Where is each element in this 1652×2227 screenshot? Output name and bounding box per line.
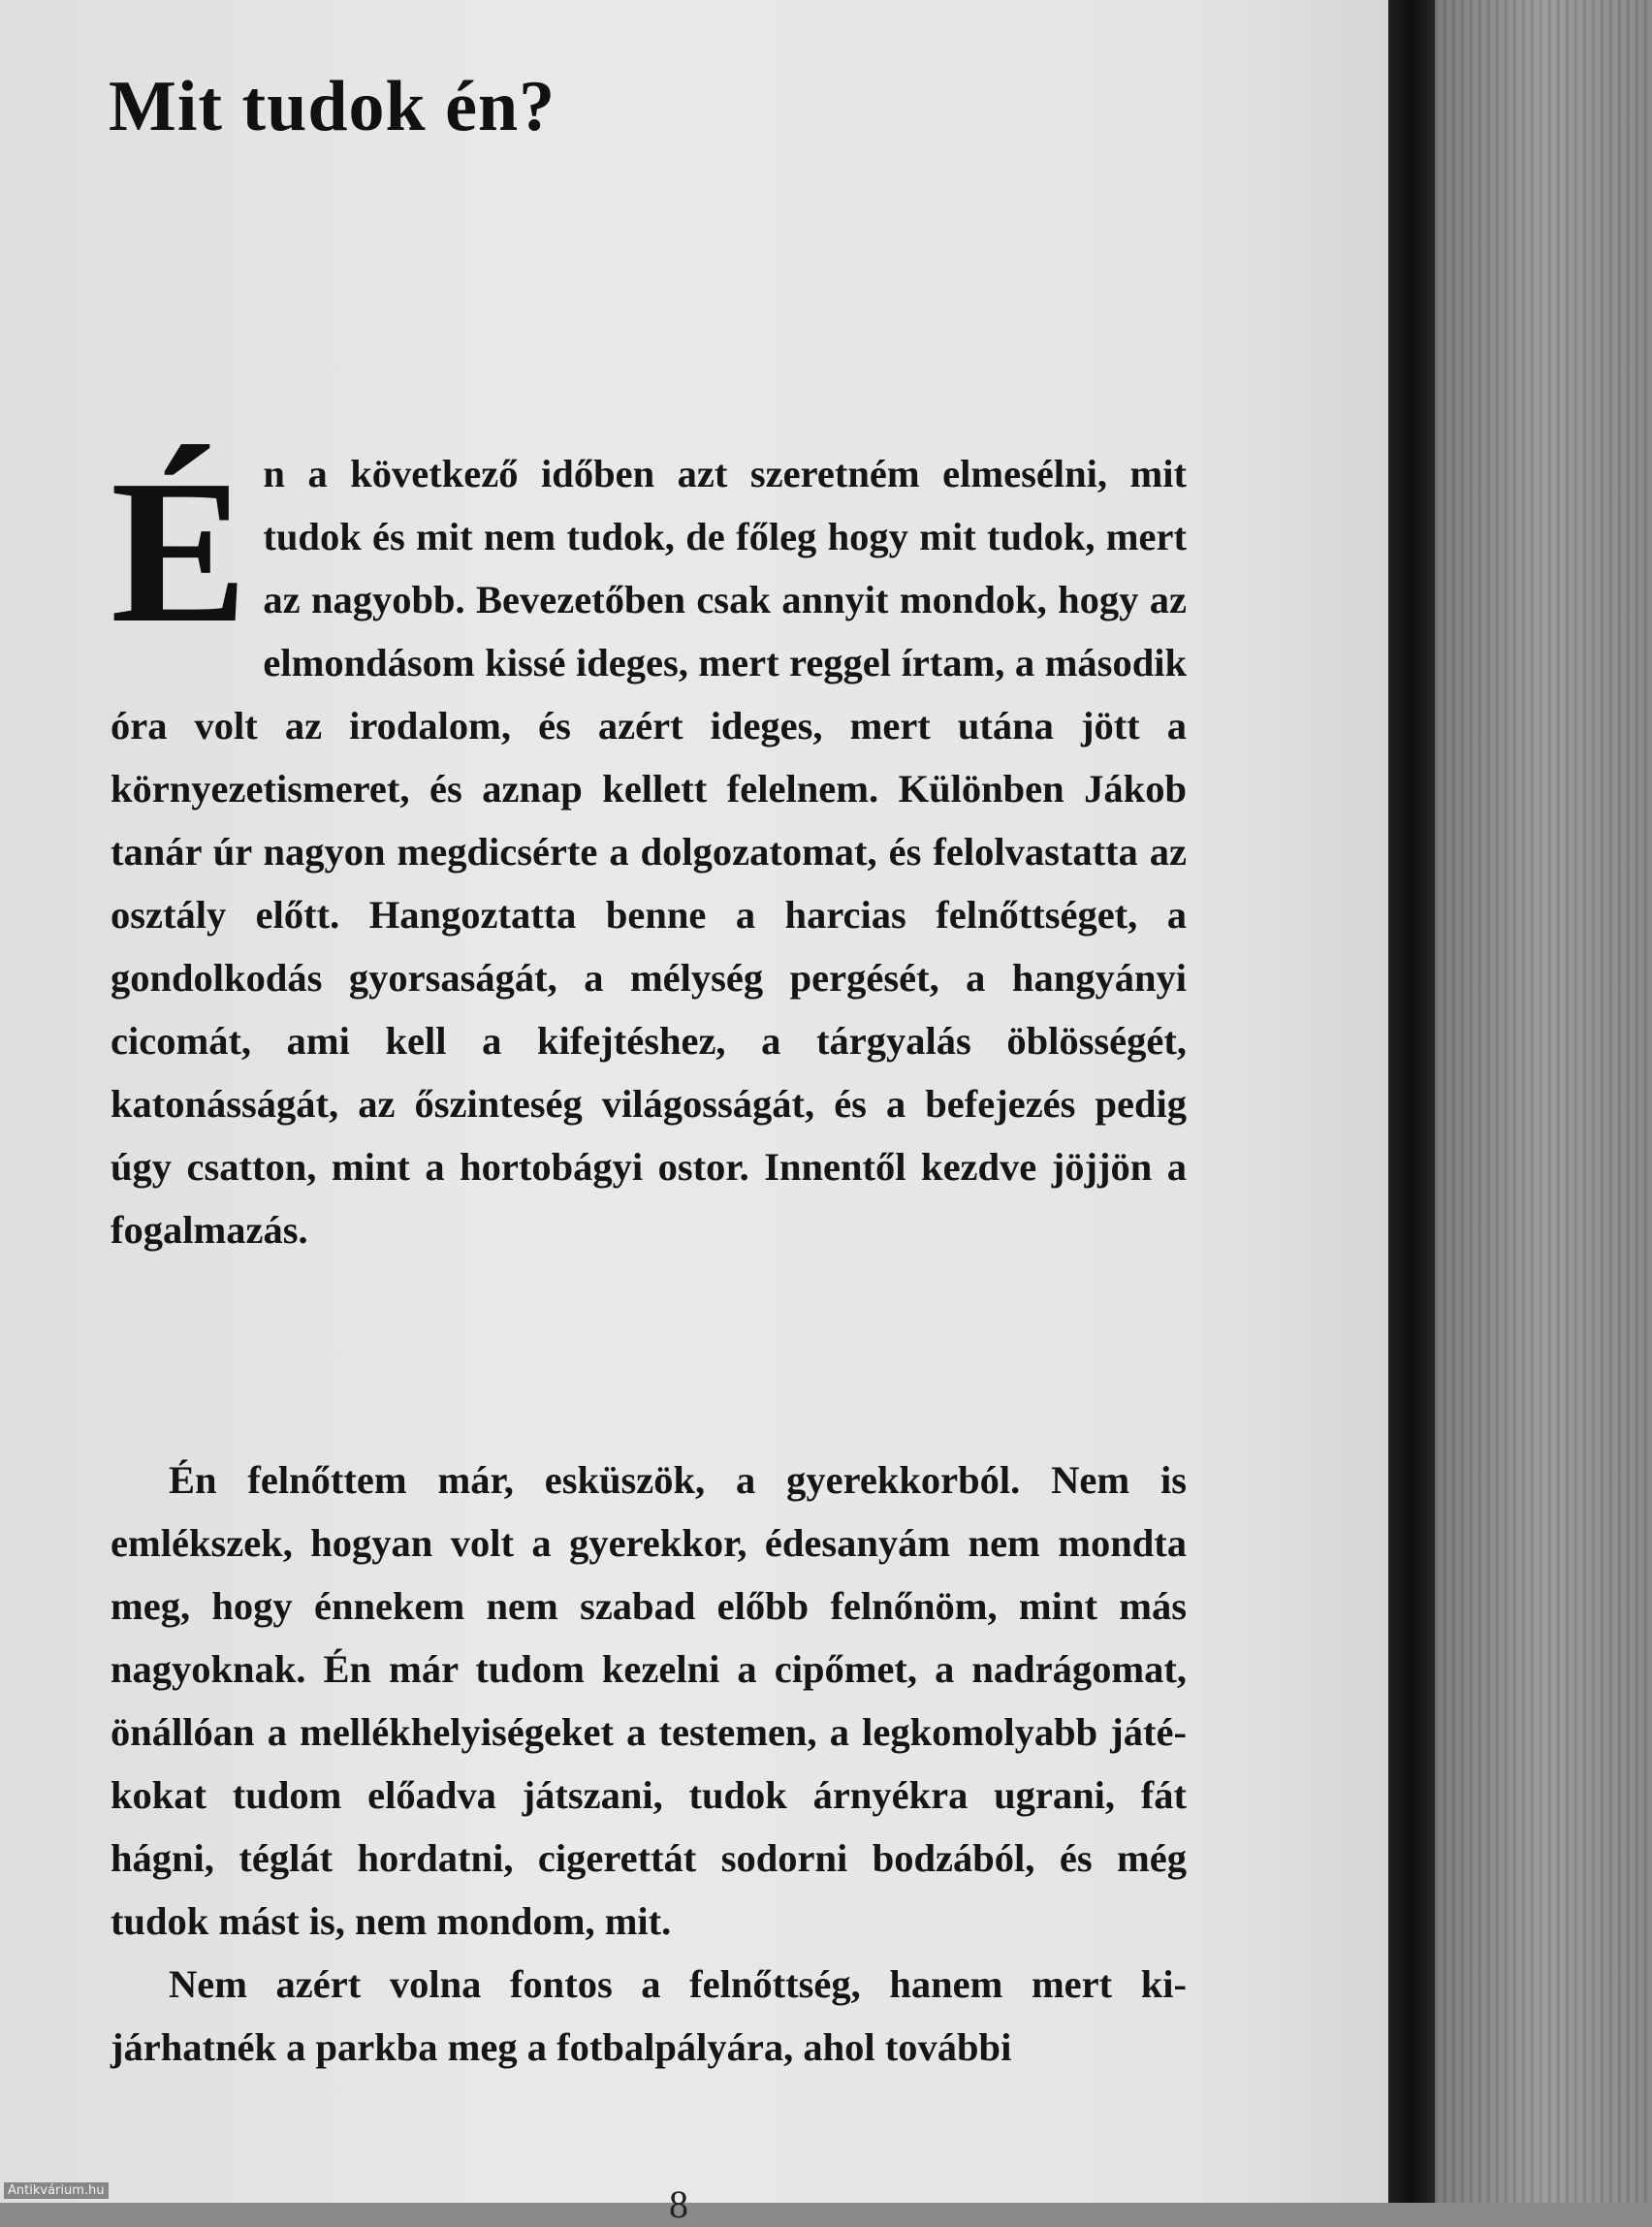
paragraph-2: Én felnőttem már, esküszök, a gyerekkorból. Nem is emlékszek, hogyan volt a gyerekkor, édesanyám nem mondta meg, hogy énnekem nem szabad előbb felnőnöm, mint más nagyoknak. Én már tudom kezelni a cipőmet, a nadrágomat, önállóan a mellékhelyiségeket a testemen, a legkomolyabb játékokat tudom előadva játszani, tudok árnyékra ugrani, fát hágni, téglát hordatni, cigerettát sodorni bodzából, és még tudok mást is, nem mondom, mit. [111, 1458, 1187, 1943]
paragraph-1 [111, 437, 1187, 1261]
cover-edge [1388, 0, 1435, 2203]
text-block-first [111, 437, 1187, 1261]
chapter-title: Mit tudok én? [109, 67, 556, 146]
paragraph-1-text: n a következő időben azt szeretném elmesélni, mit tudok és mit nem tudok, de főleg hogy mit tudok, mert az nagyobb. Bevezetőben csak annyit mondok, hogy az elmondásom kissé ideges, mert reggel írtam, a második óra volt az irodalom, és azért ideges, mert utána jött a környezetismeret, és aznap kellett felelnem. Különben Jákob tanár úr nagyon megdicsérte a dolgozatomat, és felolvastatta az osztály előtt. Hangoztatta benne a harcias felnőttséget, a gondolkodás gyorsaságát, a mélység pergését, a hangyányi cicomát, ami kell a kifejtéshez, a tárgyalás öblösségét, katonásságát, az őszinteség világosságát, és a befejezés pedig úgy csatton, mint a hortobágyi ostor. Innentől kezdve jöjjön a fogalmazás. [111, 452, 1187, 1252]
paragraph-3: Nem azért volna fontos a felnőttség, hanem mert kijárhatnék a parkba meg a fotbalpályára, ahol további [111, 1962, 1187, 2069]
page-number: 8 [669, 2182, 688, 2226]
watermark-label: Antikvárium.hu [4, 2182, 109, 2199]
wooden-surface-background [1435, 0, 1652, 2203]
drop-cap-letter: É [111, 437, 248, 665]
text-block-second [111, 1448, 1187, 2079]
